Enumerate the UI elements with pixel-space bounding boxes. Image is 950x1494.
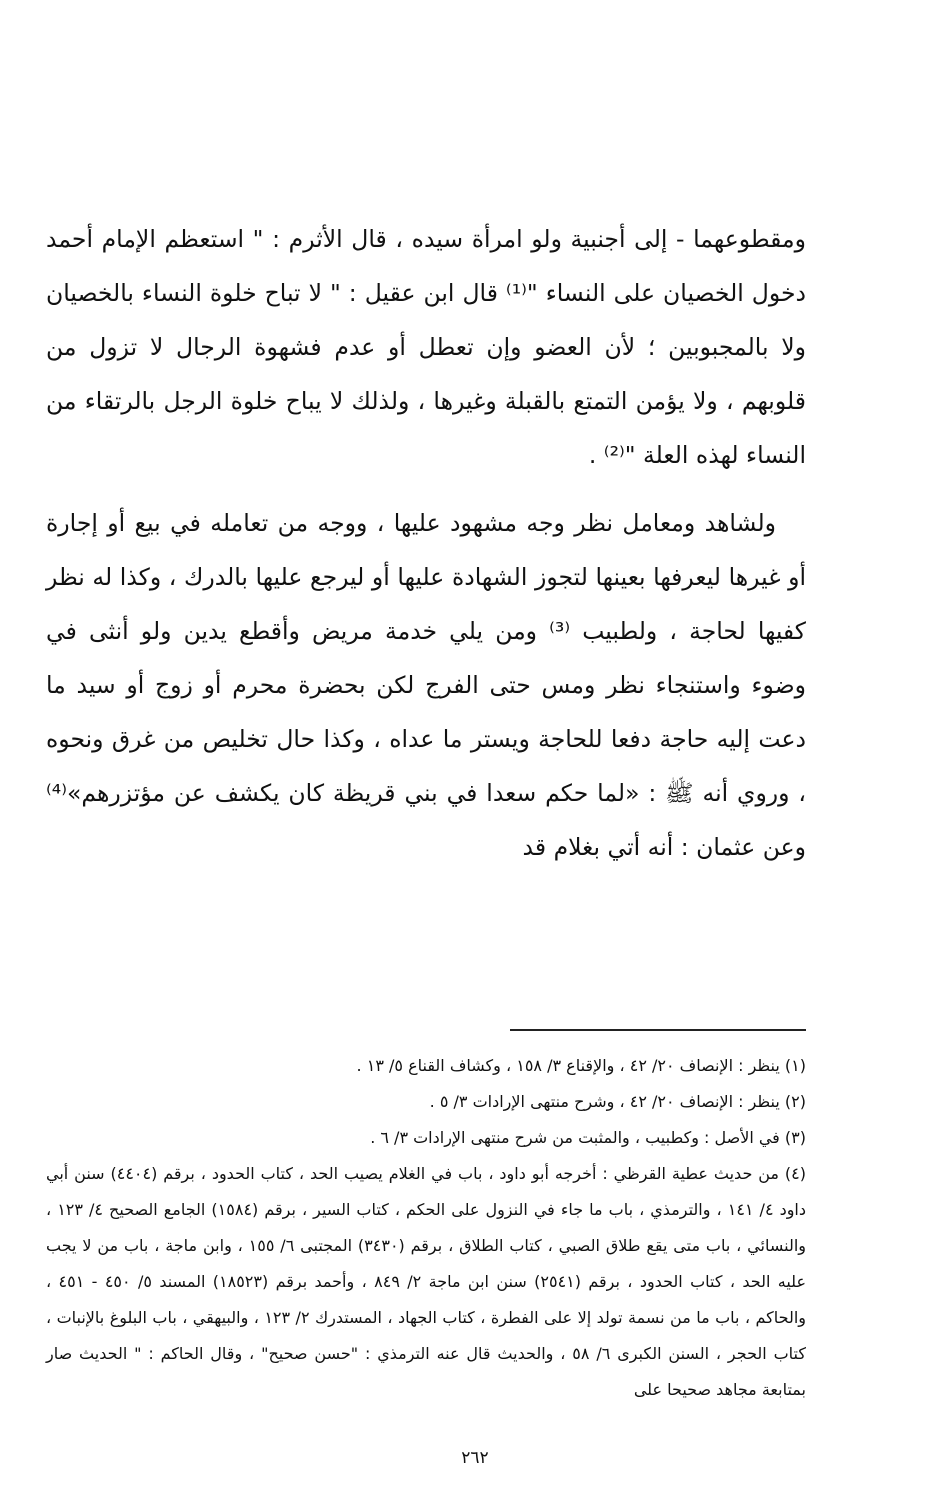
footnotes-section (46, 1048, 806, 1408)
body-paragraph-1: ومقطوعهما - إلى أجنبية ولو امرأة سيده ، قال الأثرم : " استعظم الإمام أحمد دخول الخصيان على النساء "⁽¹⁾ قال ابن عقيل : " لا تباح خلوة النساء بالخصيان ولا بالمجبوبين ؛ لأن العضو وإن تعطل أو عدم فشهوة الرجال لا تزول من قلوبهم ، ولا يؤمن التمتع بالقبلة وغيرها ، ولذلك لا يباح خلوة الرجل بالرتقاء من النساء لهذه العلة "⁽²⁾ . (46, 225, 806, 469)
footnote-4: (٤) من حديث عطية القرظي : أخرجه أبو داود ، باب في الغلام يصيب الحد ، كتاب الحدود ، برقم (٤٤٠٤) سنن أبي داود ٤/ ١٤١ ، والترمذي ، باب ما جاء في النزول على الحكم ، كتاب السير ، برقم (١٥٨٤) الجامع الصحيح ٤/ ١٢٣ ، والنسائي ، باب متى يقع طلاق الصبي ، كتاب الطلاق ، برقم (٣٤٣٠) المجتبى ٦/ ١٥٥ ، وابن ماجة ، باب من لا يجب عليه الحد ، كتاب الحدود ، برقم (٢٥٤١) سنن ابن ماجة ٢/ ٨٤٩ ، وأحمد برقم (١٨٥٢٣) المسند ٥/ ٤٥٠ - ٤٥١ ، والحاكم ، باب ما من نسمة تولد إلا على الفطرة ، كتاب الجهاد ، المستدرك ٢/ ١٢٣ ، والبيهقي ، باب البلوغ بالإنبات ، كتاب الحجر ، السنن الكبرى ٦/ ٥٨ ، والحديث قال عنه الترمذي : "حسن صحيح" ، وقال الحاكم : " الحديث صار بمتابعة مجاهد صحيحا على (46, 1164, 807, 1399)
page-number: ٢٦٢ (461, 1448, 489, 1468)
footnote-3: (٣) في الأصل : وكطبيب ، والمثبت من شرح منتهى الإرادات ٣/ ٦ . (370, 1128, 806, 1147)
footnote-1: (١) ينظر : الإنصاف ٢٠/ ٤٢ ، والإقناع ٣/ ١٥٨ ، وكشاف القناع ٥/ ١٣ . (356, 1056, 806, 1075)
body-paragraph-2: ولشاهد ومعامل نظر وجه مشهود عليها ، ووجه من تعامله في بيع أو إجارة أو غيرها ليعرفها بعينها لتجوز الشهادة عليها أو ليرجع عليها بالدرك ، وكذا له نظر كفيها لحاجة ، ولطبيب ⁽³⁾ ومن يلي خدمة مريض وأقطع يدين ولو أنثى في وضوء واستنجاء نظر ومس حتى الفرج لكن بحضرة محرم أو زوج أو سيد ما دعت إليه حاجة دفعا للحاجة ويستر ما عداه ، وكذا حال تخليص من غرق ونحوه ، وروي أنه ﷺ : «لما حكم سعدا في بني قريظة كان يكشف عن مؤتزرهم»⁽⁴⁾ وعن عثمان : أنه أتي بغلام قد (46, 509, 806, 861)
main-text-body (46, 212, 806, 874)
footnote-2: (٢) ينظر : الإنصاف ٢٠/ ٤٢ ، وشرح منتهى الإرادات ٣/ ٥ . (429, 1092, 806, 1111)
footnote-separator (510, 1029, 806, 1031)
